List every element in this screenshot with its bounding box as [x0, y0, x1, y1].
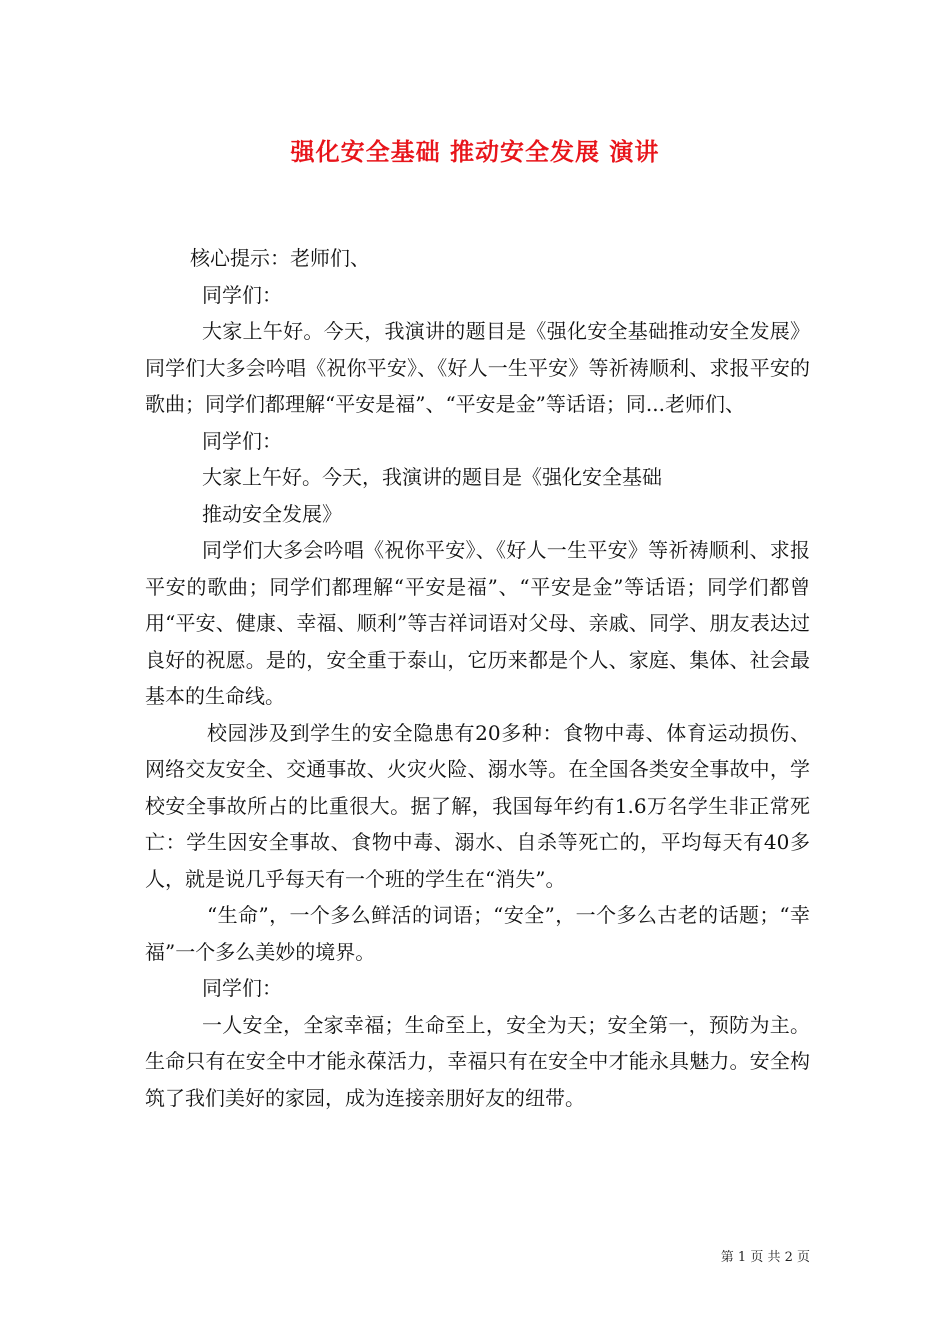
paragraph: 同学们： [202, 976, 282, 1000]
paragraph: 核心提示：老师们、 [190, 246, 370, 270]
paragraph: 一人安全，全家幸福；生命至上，安全为天；安全第一，预防为主。生命只有在安全中才能永葆活力，幸福只有在安全中才能永具魅力。安全构筑了我们美好的家园，成为连接亲朋好友的纽带。 [145, 1012, 810, 1110]
paragraph: “生命”，一个多么鲜活的词语；“安全”，一个多么古老的话题；“幸福”一个多么美妙的境界。 [145, 903, 810, 964]
paragraph: 推动安全发展》 [202, 501, 342, 526]
document-title: 强化安全基础 推动安全发展 演讲 [290, 138, 660, 166]
paragraph: 同学们： [202, 428, 282, 453]
paragraph: 同学们： [202, 282, 282, 307]
paragraph: 大家上午好。今天，我演讲的题目是《强化安全基础推动安全发展》同学们大多会吟唱《祝你平安》、《好人一生平安》等祈祷顺利、求报平安的歌曲；同学们都理解“平安是福”、“平安是金”等话语；同...老师们、 [145, 319, 810, 416]
page-number: 第 1 页 共 2 页 [720, 1250, 810, 1265]
paragraph: 同学们大多会吟唱《祝你平安》、《好人一生平安》等祈祷顺利、求报平安的歌曲；同学们都理解“平安是福”、“平安是金”等话语；同学们都曾用“平安、健康、幸福、顺利”等吉祥词语对父母、亲戚、同学、朋友表达过良好的祝愿。是的，安全重于泰山，它历来都是个人、家庭、集体、社会最基本的生命线。 [145, 538, 810, 708]
paragraph: 大家上午好。今天，我演讲的题目是《强化安全基础 [202, 465, 662, 489]
paragraph: 校园涉及到学生的安全隐患有20多种：食物中毒、体育运动损伤、网络交友安全、交通事故、火灾火险、溺水等。在全国各类安全事故中，学校安全事故所占的比重很大。据了解，我国每年约有1.6万名学生非正常死亡：学生因安全事故、食物中毒、溺水、自杀等死亡的，平均每天有40多人，就是说几乎每天有一个班的学生在“消失”。 [145, 720, 810, 891]
document-body [145, 240, 810, 1116]
